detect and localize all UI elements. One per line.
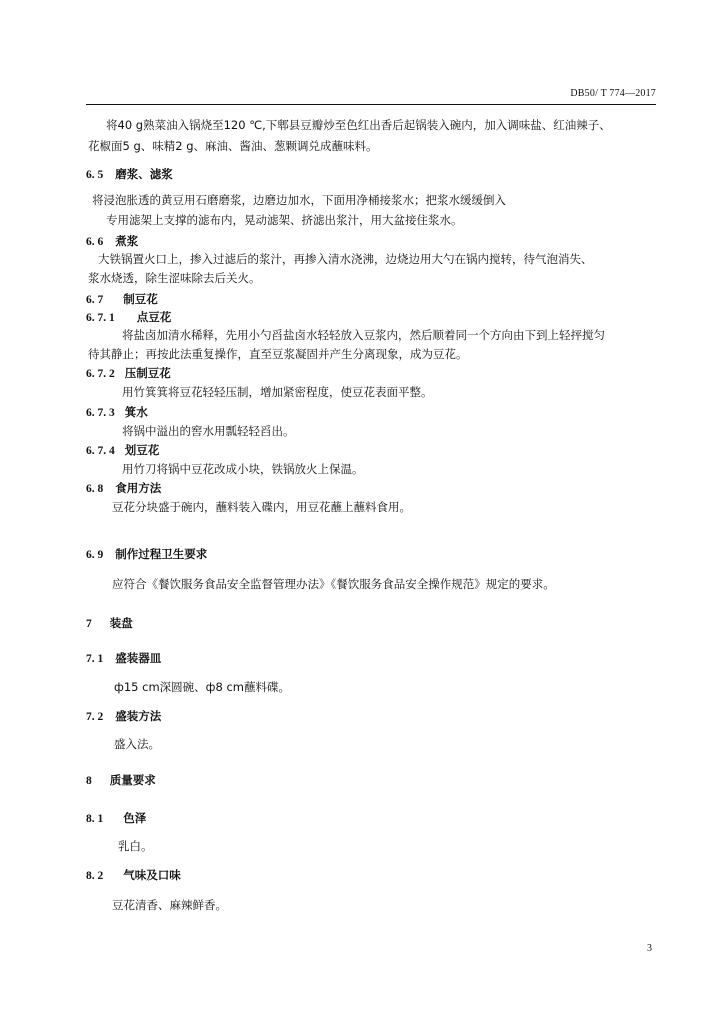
section-heading-8-1 <box>86 811 146 826</box>
section-heading-6-8 <box>86 481 161 496</box>
section-title: 气味及口味 <box>123 868 181 882</box>
paragraph-line: 专用滤架上支撑的滤布内，晃动滤架、挤滤出浆汁，用大盆接住浆水。 <box>106 213 463 227</box>
section-title: 色泽 <box>123 811 147 825</box>
section-number: 7 <box>86 618 92 630</box>
section-title: 质量要求 <box>109 773 156 787</box>
paragraph-line: 豆花分块盛于碗内，蘸料装入碟内，用豆花蘸上蘸料食用。 <box>112 500 411 514</box>
paragraph-line: 将40 g熟菜油入锅烧至120 ℃,下郫县豆瓣炒至色红出香后起锅装入碗内，加入调味盐、红油辣子、 <box>106 118 611 132</box>
section-number: 6. 7. 4 <box>86 445 115 457</box>
section-title: 制豆花 <box>123 292 158 306</box>
section-title: 磨浆、滤浆 <box>115 167 173 181</box>
section-number: 7. 2 <box>86 711 104 723</box>
section-number: 8 <box>86 775 92 787</box>
page-number: 3 <box>647 943 652 954</box>
section-number: 6. 7 <box>86 294 104 306</box>
section-heading-7-2 <box>86 709 161 724</box>
paragraph-line: ф15 cm深圆碗、ф8 cm蘸料碟。 <box>114 680 290 694</box>
section-number: 6. 6 <box>86 236 104 248</box>
paragraph-line: 待其静止；再按此法重复操作，直至豆浆凝固并产生分离现象，成为豆花。 <box>88 347 468 361</box>
section-title: 食用方法 <box>115 481 162 495</box>
paragraph-line: 用竹刀将锅中豆花改成小块，铁锅放火上保温。 <box>122 462 364 476</box>
section-heading-7 <box>86 616 133 631</box>
section-title: 点豆花 <box>136 310 172 324</box>
section-number: 7. 1 <box>86 653 104 665</box>
section-number: 8. 1 <box>86 813 104 825</box>
section-title: 装盘 <box>109 616 133 630</box>
section-title: 盛装器皿 <box>115 651 162 665</box>
section-number: 6. 7. 3 <box>86 407 115 419</box>
section-title: 盛装方法 <box>115 709 162 723</box>
section-heading-7-1 <box>86 651 161 666</box>
paragraph-line: 乳白。 <box>118 839 153 853</box>
section-heading-6-7-3 <box>86 405 148 420</box>
section-number: 6. 9 <box>86 549 104 561</box>
paragraph-line: 大铁锅置火口上，掺入过滤后的浆汁，再掺入清水浇沸，边烧边用大勺在锅内搅转，待气泡消失、 <box>98 252 593 266</box>
section-heading-6-7-2 <box>86 366 171 381</box>
paragraph-line: 用竹箕箕将豆花轻轻压制，增加紧密程度，使豆花表面平整。 <box>122 385 433 399</box>
document-code-header: DB50/ T 774—2017 <box>570 88 656 99</box>
section-heading-6-7-1 <box>86 310 171 325</box>
section-heading-8 <box>86 773 156 788</box>
paragraph-line: 盛入法。 <box>114 737 160 751</box>
section-number: 8. 2 <box>86 870 104 882</box>
paragraph-line: 应符合《餐饮服务食品安全监督管理办法》《餐饮服务食品安全操作规范》规定的要求。 <box>112 577 555 591</box>
section-number: 6. 8 <box>86 483 104 495</box>
paragraph-line: 将浸泡胀透的黄豆用石磨磨浆，边磨边加水，下面用净桶接浆水；把浆水缓缓倒入 <box>92 193 506 207</box>
paragraph-line: 将盐卤加清水稀释，先用小勺舀盐卤水轻轻放入豆浆内，然后顺着同一个方向由下到上轻抨搅匀 <box>122 328 605 342</box>
section-heading-6-5 <box>86 167 173 182</box>
section-number: 6. 7. 1 <box>86 312 115 324</box>
section-heading-8-2 <box>86 868 181 883</box>
section-heading-6-7-4 <box>86 443 159 458</box>
header-rule <box>86 104 656 105</box>
section-heading-6-7 <box>86 292 158 307</box>
paragraph-line: 花椒面5 g、味精2 g、麻油、酱油、葱颗调兑成蘸味料。 <box>88 139 378 153</box>
section-title: 划豆花 <box>124 443 160 457</box>
paragraph-line: 将锅中溢出的窖水用瓢轻轻舀出。 <box>122 424 295 438</box>
section-number: 6. 5 <box>86 169 104 181</box>
section-title: 煮浆 <box>115 234 139 248</box>
section-title: 箕水 <box>124 405 148 419</box>
section-heading-6-6 <box>86 234 138 249</box>
section-heading-6-9 <box>86 547 207 562</box>
paragraph-line: 浆水烧透，除生涩味除去后关火。 <box>88 271 261 285</box>
section-title: 制作过程卫生要求 <box>115 547 208 561</box>
paragraph-line: 豆花清香、麻辣鲜香。 <box>112 898 227 912</box>
section-number: 6. 7. 2 <box>86 368 115 380</box>
section-title: 压制豆花 <box>124 366 171 380</box>
